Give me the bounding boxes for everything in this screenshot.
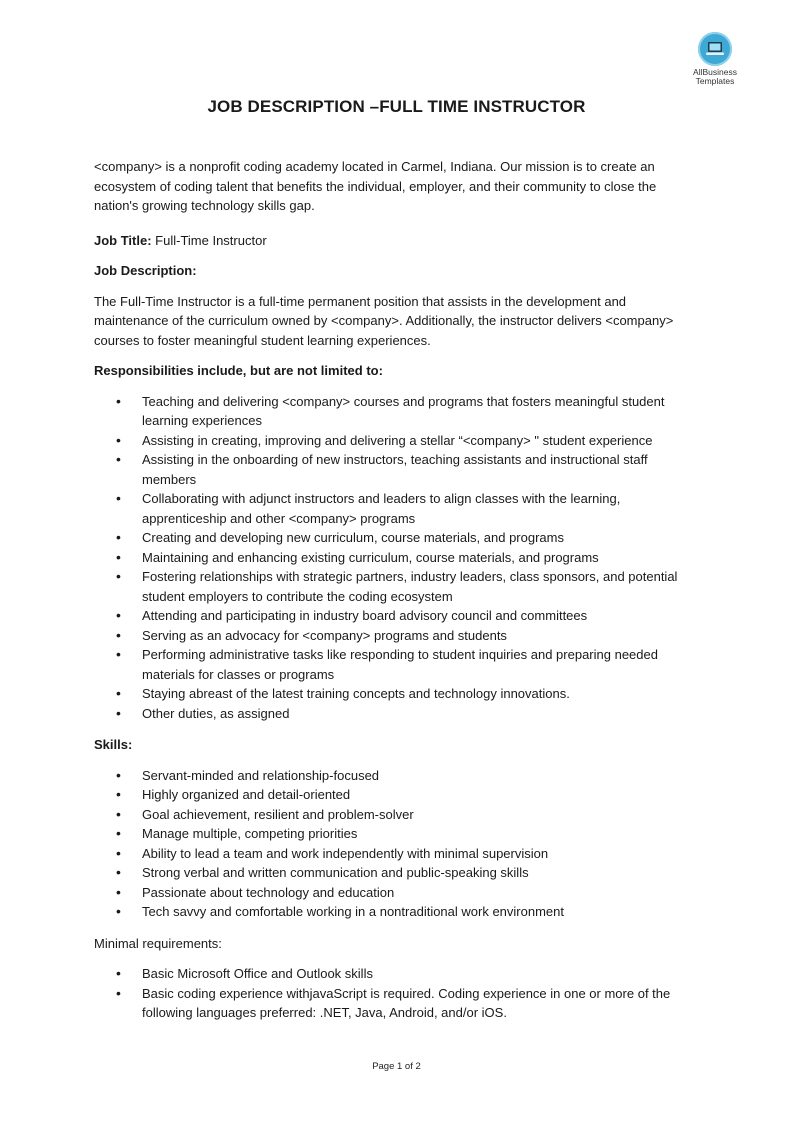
list-item: • Teaching and delivering <company> courses and programs that fosters meaningful student learning experiences bbox=[94, 392, 704, 431]
list-item: • Performing administrative tasks like responding to student inquiries and preparing needed materials for classes or programs bbox=[94, 645, 704, 684]
skills-heading: Skills: bbox=[94, 737, 133, 752]
list-item: • Basic coding experience withjavaScript is required. Coding experience in one or more of the following languages preferred: .NET, Java, Android, and/or iOS. bbox=[94, 984, 704, 1023]
list-item: • Maintaining and enhancing existing curriculum, course materials, and programs bbox=[94, 548, 704, 568]
allbusiness-templates-logo bbox=[683, 32, 747, 86]
laptop-icon bbox=[698, 32, 732, 66]
list-item: • Servant-minded and relationship-focused bbox=[94, 766, 704, 786]
list-item: • Serving as an advocacy for <company> programs and students bbox=[94, 626, 704, 646]
intro-paragraph: <company> is a nonprofit coding academy located in Carmel, Indiana. Our mission is to create an ecosystem of coding talent that benefits the individual, employer, and their community to close the nation's growing technology skills gap. bbox=[94, 159, 657, 213]
job-title-label: Job Title: bbox=[94, 232, 152, 248]
requirements-list bbox=[94, 964, 704, 1023]
list-item: • Highly organized and detail-oriented bbox=[94, 785, 704, 805]
list-item: • Creating and developing new curriculum, course materials, and programs bbox=[94, 528, 704, 548]
list-item: • Staying abreast of the latest training concepts and technology innovations. bbox=[94, 684, 704, 704]
list-item: • Strong verbal and written communication and public-speaking skills bbox=[94, 863, 704, 883]
responsibilities-list bbox=[94, 392, 704, 724]
list-item: • Manage multiple, competing priorities bbox=[94, 824, 704, 844]
list-item: • Collaborating with adjunct instructors and leaders to align classes with the learning, apprenticeship and other <company> programs bbox=[94, 489, 704, 528]
list-item: • Goal achievement, resilient and problem-solver bbox=[94, 805, 704, 825]
list-item: • Ability to lead a team and work independently with minimal supervision bbox=[94, 844, 704, 864]
list-item: • Fostering relationships with strategic partners, industry leaders, class sponsors, and potential student employers to contribute the coding ecosystem bbox=[94, 567, 704, 606]
logo-text: AllBusiness Templates bbox=[693, 67, 737, 86]
list-item: • Tech savvy and comfortable working in a nontraditional work environment bbox=[94, 902, 704, 922]
job-description-heading: Job Description: bbox=[94, 263, 197, 278]
list-item: • Other duties, as assigned bbox=[94, 704, 704, 724]
responsibilities-heading: Responsibilities include, but are not limited to: bbox=[94, 363, 383, 378]
list-item: • Passionate about technology and education bbox=[94, 883, 704, 903]
requirements-heading: Minimal requirements: bbox=[94, 935, 222, 951]
document-body bbox=[94, 157, 704, 1035]
page-number: Page 1 of 2 bbox=[372, 1061, 421, 1072]
job-title-line bbox=[94, 231, 704, 251]
list-item: • Assisting in the onboarding of new instructors, teaching assistants and instructional staff members bbox=[94, 450, 704, 489]
list-item: • Attending and participating in industry board advisory council and committees bbox=[94, 606, 704, 626]
list-item: • Assisting in creating, improving and delivering a stellar “<company> " student experience bbox=[94, 431, 704, 451]
list-item: • Basic Microsoft Office and Outlook skills bbox=[94, 964, 704, 984]
skills-list bbox=[94, 766, 704, 922]
job-description-text: The Full-Time Instructor is a full-time permanent position that assists in the development and maintenance of the curriculum owned by <company>. Additionally, the instructor delivers <company> courses to foster meaningful student learning experiences. bbox=[94, 293, 674, 348]
document-title: JOB DESCRIPTION –FULL TIME INSTRUCTOR bbox=[207, 97, 586, 116]
job-title-value: Full-Time Instructor bbox=[155, 232, 267, 248]
